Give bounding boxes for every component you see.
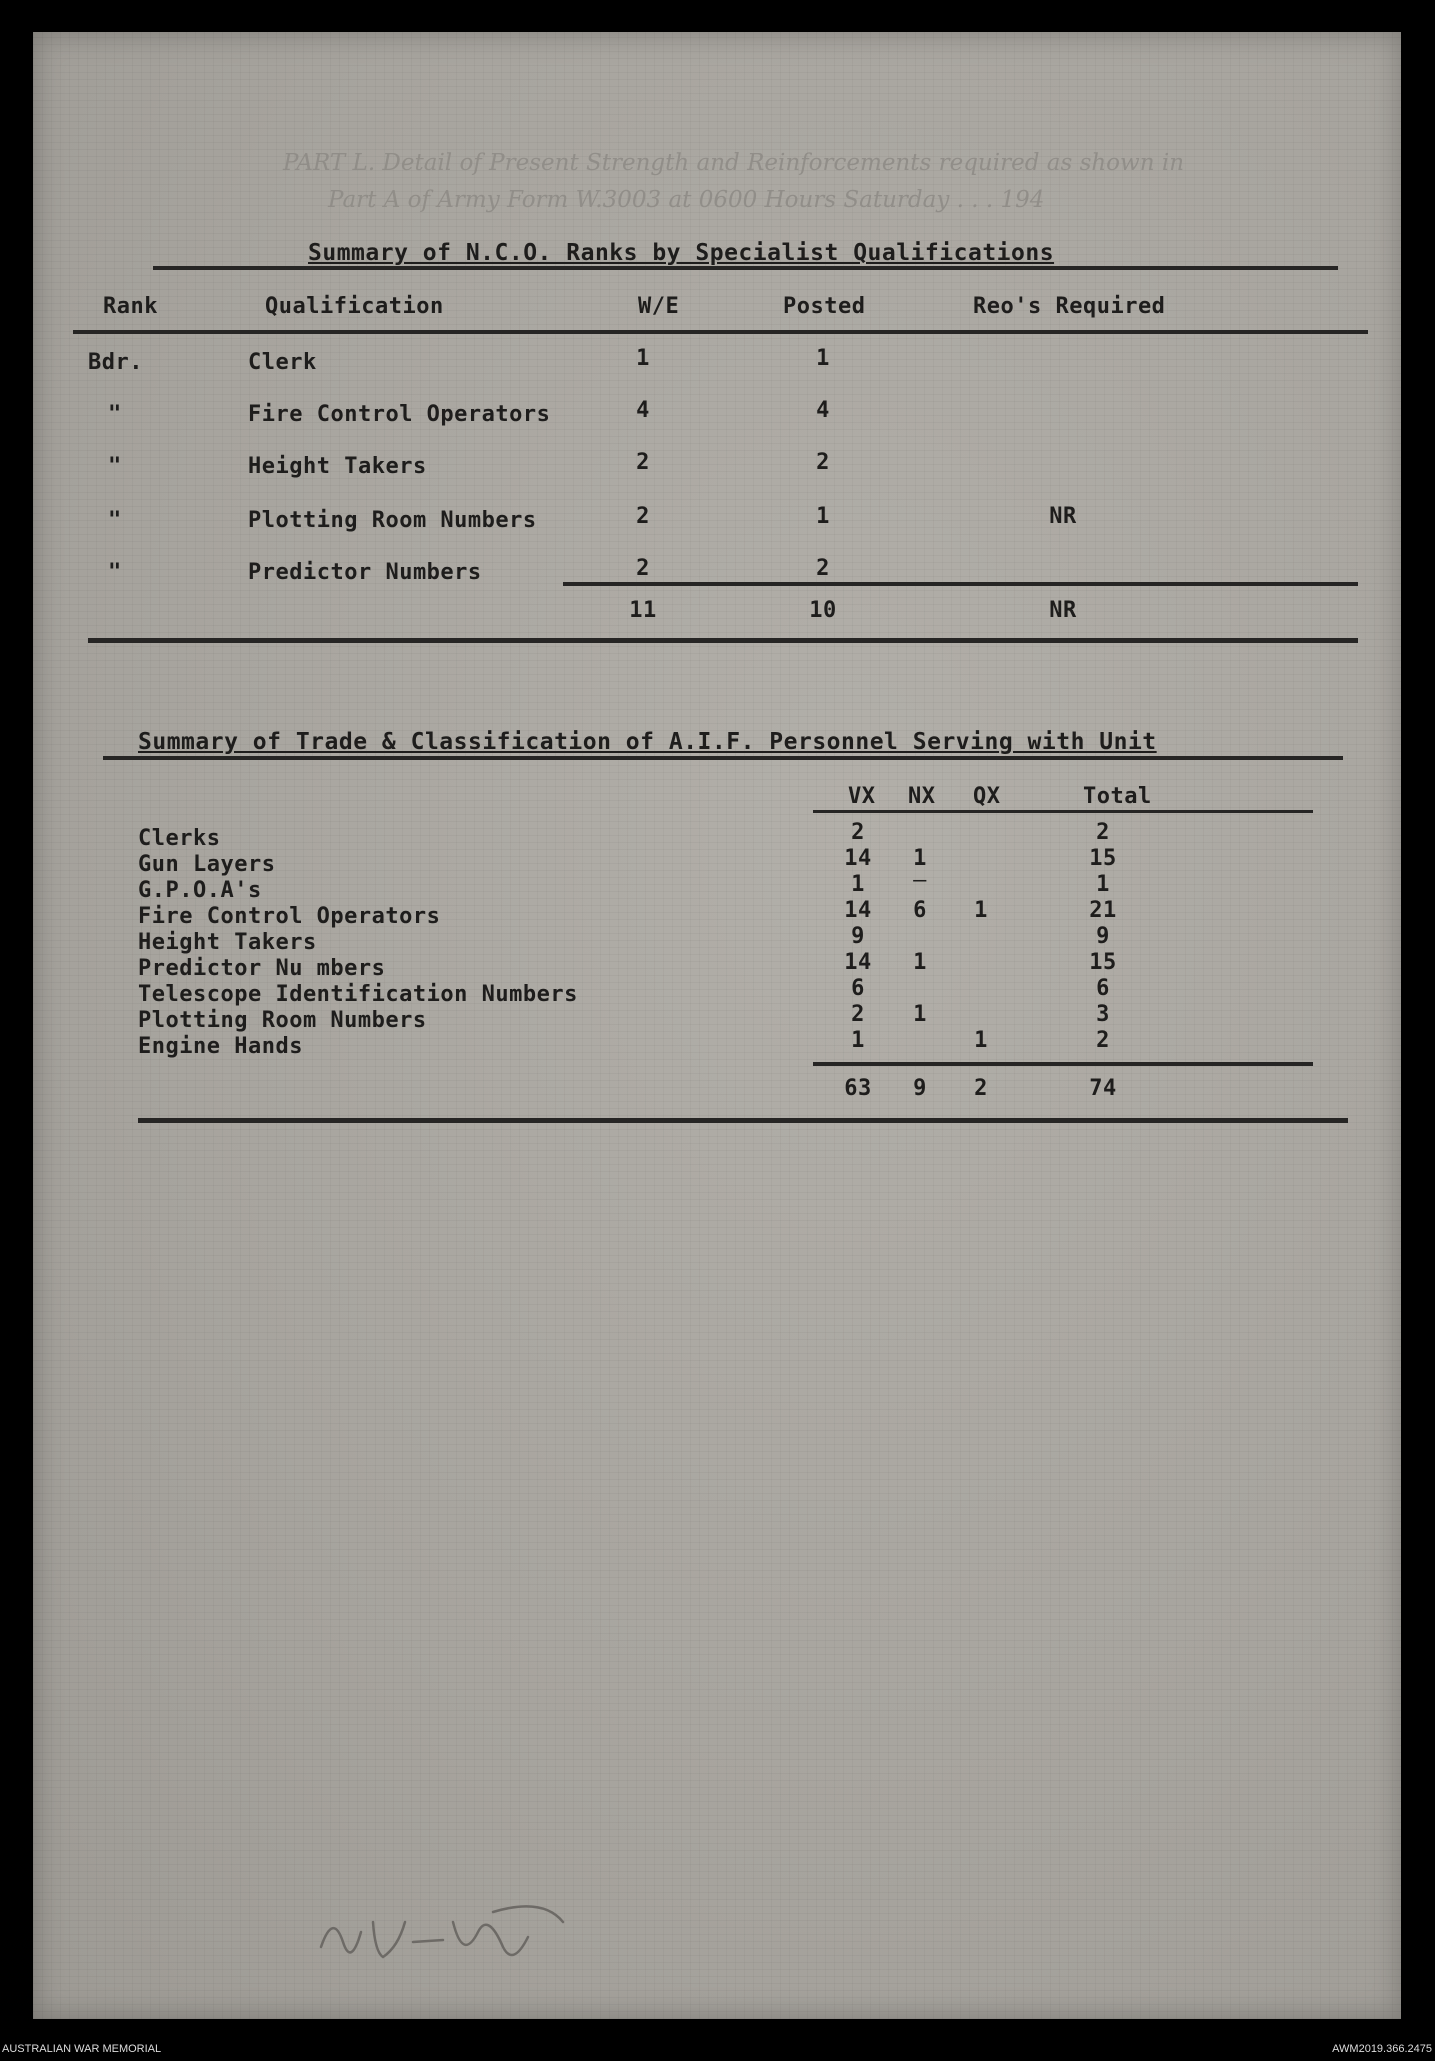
- posted-cell: 1: [816, 346, 830, 371]
- we-cell: 2: [636, 504, 650, 529]
- vx-cell: 1: [851, 1028, 865, 1053]
- rank-cell: ": [108, 402, 122, 427]
- reqd-cell: NR: [1049, 504, 1077, 529]
- total-we: 11: [629, 598, 657, 623]
- trade-cell: Engine Hands: [138, 1034, 303, 1059]
- total-vx: 63: [844, 1076, 872, 1101]
- posted-cell: 4: [816, 398, 830, 423]
- total-cell: 1: [1096, 872, 1110, 897]
- table2-title-rule: [103, 756, 1343, 760]
- table2-header-vx: VX: [848, 784, 876, 809]
- trade-cell: Height Takers: [138, 930, 317, 955]
- nx-cell: 1: [913, 1002, 927, 1027]
- vx-cell: 1: [851, 872, 865, 897]
- qualification-cell: Clerk: [248, 350, 317, 375]
- table2-bottom-rule: [138, 1118, 1348, 1123]
- table1-bottom-rule: [88, 638, 1358, 643]
- trade-cell: Gun Layers: [138, 852, 276, 877]
- qx-cell: 1: [974, 1028, 988, 1053]
- table1-header-qualification: Qualification: [265, 294, 444, 319]
- qualification-cell: Predictor Numbers: [248, 560, 482, 585]
- qualification-cell: Fire Control Operators: [248, 402, 551, 427]
- table2-header-qx: QX: [973, 784, 1001, 809]
- total-cell: 3: [1096, 1002, 1110, 1027]
- qx-cell: 1: [974, 898, 988, 923]
- vx-cell: 14: [844, 950, 872, 975]
- vx-cell: 6: [851, 976, 865, 1001]
- vx-cell: 2: [851, 1002, 865, 1027]
- table1-header-we: W/E: [638, 294, 680, 319]
- total-cell: 6: [1096, 976, 1110, 1001]
- total-total: 74: [1089, 1076, 1117, 1101]
- trade-cell: G.P.O.A's: [138, 878, 262, 903]
- handwritten-annotation: [313, 1892, 573, 1982]
- total-qx: 2: [974, 1076, 988, 1101]
- total-reqd: NR: [1049, 598, 1077, 623]
- total-cell: 9: [1096, 924, 1110, 949]
- trade-cell: Plotting Room Numbers: [138, 1008, 427, 1033]
- nx-cell: —: [913, 868, 927, 893]
- table1-header-rank: Rank: [103, 294, 158, 319]
- nx-cell: 6: [913, 898, 927, 923]
- table1-header-reqd: Reo's Required: [973, 294, 1166, 319]
- trade-cell: Predictor Nu mbers: [138, 956, 386, 981]
- total-posted: 10: [809, 598, 837, 623]
- we-cell: 2: [636, 450, 650, 475]
- qualification-cell: Plotting Room Numbers: [248, 508, 537, 533]
- posted-cell: 2: [816, 556, 830, 581]
- posted-cell: 1: [816, 504, 830, 529]
- trade-cell: Telescope Identification Numbers: [138, 982, 578, 1007]
- table2-header-nx: NX: [908, 784, 936, 809]
- document-page: [33, 32, 1401, 2019]
- total-cell: 15: [1089, 950, 1117, 975]
- table2-header-total: Total: [1083, 784, 1152, 809]
- table1-title-rule: [153, 266, 1338, 270]
- total-cell: 2: [1096, 1028, 1110, 1053]
- nx-cell: 1: [913, 846, 927, 871]
- table1-subtotal-rule: [563, 582, 1358, 586]
- ghost-line-2: Part A of Army Form W.3003 at 0600 Hours Saturday . . . 194: [328, 187, 1045, 213]
- total-cell: 15: [1089, 846, 1117, 871]
- footer-institution: AUSTRALIAN WAR MEMORIAL: [2, 2043, 162, 2055]
- we-cell: 1: [636, 346, 650, 371]
- table1-title: Summary of N.C.O. Ranks by Specialist Qualifications: [308, 240, 1055, 266]
- trade-cell: Clerks: [138, 826, 221, 851]
- rank-cell: ": [108, 454, 122, 479]
- posted-cell: 2: [816, 450, 830, 475]
- rank-cell: Bdr.: [88, 350, 143, 375]
- we-cell: 2: [636, 556, 650, 581]
- table2-header-rule: [813, 810, 1313, 813]
- we-cell: 4: [636, 398, 650, 423]
- ghost-line-1: PART L. Detail of Present Strength and Reinforcements required as shown in: [283, 150, 1185, 176]
- vx-cell: 9: [851, 924, 865, 949]
- trade-cell: Fire Control Operators: [138, 904, 441, 929]
- qualification-cell: Height Takers: [248, 454, 427, 479]
- table1-header-rule: [73, 330, 1368, 334]
- vx-cell: 14: [844, 898, 872, 923]
- nx-cell: 1: [913, 950, 927, 975]
- table1-header-posted: Posted: [783, 294, 866, 319]
- rank-cell: ": [108, 508, 122, 533]
- footer-accession-number: AWM2019.366.2475: [1332, 2043, 1432, 2055]
- total-cell: 21: [1089, 898, 1117, 923]
- total-cell: 2: [1096, 820, 1110, 845]
- vx-cell: 2: [851, 820, 865, 845]
- total-nx: 9: [913, 1076, 927, 1101]
- rank-cell: ": [108, 560, 122, 585]
- table2-subtotal-rule: [813, 1062, 1313, 1066]
- table2-title: Summary of Trade & Classification of A.I.F. Personnel Serving with Unit: [138, 729, 1157, 755]
- vx-cell: 14: [844, 846, 872, 871]
